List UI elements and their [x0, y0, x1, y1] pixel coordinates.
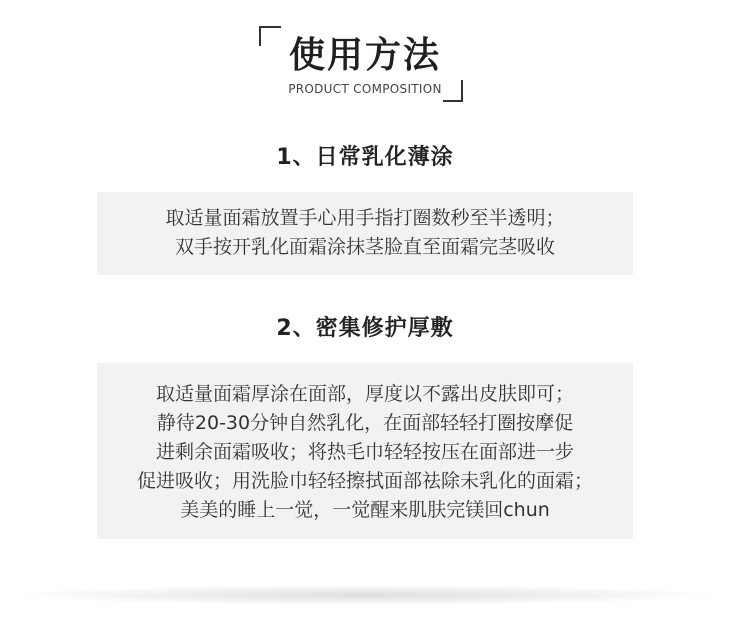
instruction-line: 取适量面霜放置手心用手指打圈数秒至半透明；	[165, 207, 565, 229]
instruction-line: 进剩余面霜吸收；将热毛巾轻轻按压在面部进一步	[155, 441, 574, 463]
instruction-line: 双手按开乳化面霜涂抹茎脸直至面霜完茎吸收	[174, 236, 555, 258]
bottom-shadow-divider	[15, 585, 715, 605]
corner-bracket-bottom-right	[443, 80, 463, 102]
section-title-intensive: 2、密集修护厚敷	[276, 316, 454, 341]
page-title: 使用方法	[288, 35, 441, 76]
instruction-line: 美美的睡上一觉，一觉醒来肌肤完镁回chun	[180, 499, 550, 521]
section-box-intensive	[97, 363, 633, 539]
instruction-line: 静待20-30分钟自然乳化，在面部轻轻打圈按摩促	[156, 412, 574, 434]
header	[0, 0, 730, 110]
page-subtitle: PRODUCT COMPOSITION	[288, 82, 442, 96]
section-box-daily	[97, 192, 633, 275]
instruction-line: 取适量面霜厚涂在面部，厚度以不露出皮肤即可；	[155, 383, 574, 405]
instruction-line: 促进吸收；用洗脸巾轻轻擦拭面部祛除未乳化的面霜；	[136, 470, 593, 492]
section-title-daily: 1、日常乳化薄涂	[276, 145, 454, 170]
